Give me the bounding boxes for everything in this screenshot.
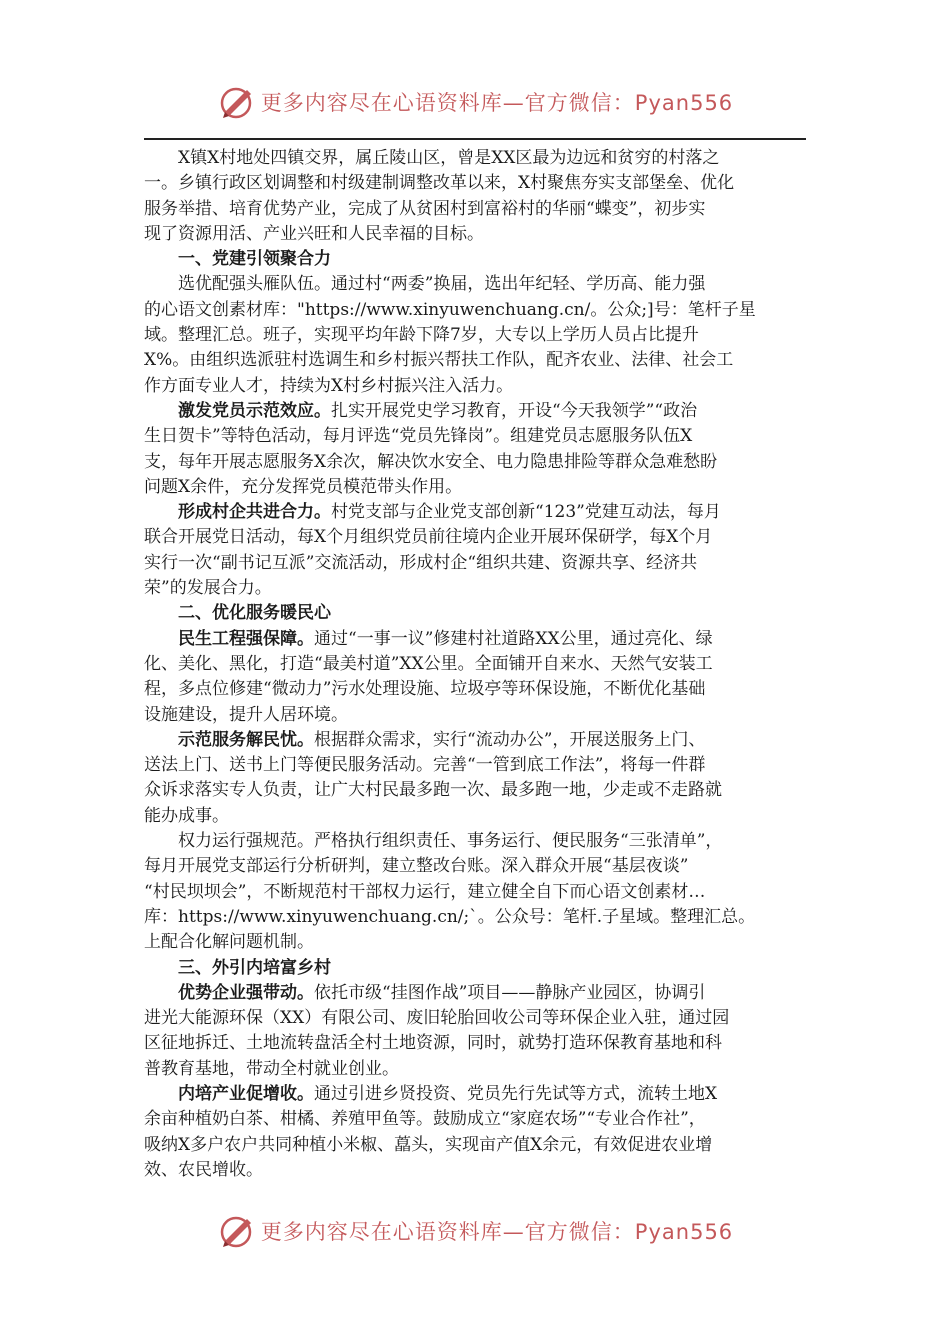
lead-phrase: 民生工程强保障。 [178,628,314,649]
paragraph-4: 民生工程强保障。通过“一事一议”修建村社道路XX公里，通过亮化、绿 化、美化、黑化，打造“最美村道”XX公里。全面铺开自来水、天然气安装工 程，多点位修建“微动力”污水处理设施、垃圾亭等环保设施，不断优化基础 设施建设，提升人居环境。 [144,628,713,725]
paragraph-7: 优势企业强带动。依托市级“挂图作战”项目——静脉产业园区，协调引 进光大能源环保（XX）有限公司、废旧轮胎回收公司等环保企业入驻，通过园 区征地拆迁、土地流转盘活全村土地资源，同时，就势打造环保教育基地和科 普教育基地，带动全村就业创业。 [144,982,730,1079]
intro-paragraph: X镇X村地处四镇交界，属丘陵山区，曾是XX区最为边远和贫穷的村落之 一。乡镇行政区划调整和村级建制调整改革以来，X村聚焦夯实支部堡垒、优化 服务举措、培育优势产业，完成了从贫困村到富裕村的华丽“蝶变”，初步实 现了资源用活、产业兴旺和人民幸福的目标。 [144,148,735,244]
section-heading-1: 一、党建引领聚合力 [178,249,331,270]
pen-logo-icon [217,1211,257,1251]
pen-logo-icon [217,82,257,122]
header-rule [144,138,806,140]
document-body [144,146,806,1183]
section-heading-2: 二、优化服务暖民心 [178,603,331,624]
paragraph-6: 权力运行强规范。严格执行组织责任、事务运行、便民服务“三张清单”， 每月开展党支部运行分析研判，建立整改台账。深入群众开展“基层夜谈” “村民坝坝会”，不断规范村干部权力运行，建立健全自下而心语文创素材… 库：https://www.xinyuwenchuang.cn/;`。公众号：笔杆.子星域。整理汇总。 上配合化解问题机制。 [144,831,756,953]
section-heading-3: 三、外引内培富乡村 [178,957,331,978]
lead-phrase: 内培产业促增收。 [178,1083,314,1104]
lead-phrase: 激发党员示范效应。 [178,400,331,421]
lead-phrase: 优势企业强带动。 [178,982,314,1003]
header-banner [0,82,950,122]
banner-text: 更多内容尽在心语资料库—官方微信：Pyan556 [260,1220,734,1244]
banner-text: 更多内容尽在心语资料库—官方微信：Pyan556 [260,91,734,115]
paragraph-3: 形成村企共进合力。村党支部与企业党支部创新“123”党建互动法，每月 联合开展党日活动，每X个月组织党员前往境内企业开展环保研学，每X个月 实行一次“副书记互派”交流活动，形成村企“组织共建、资源共享、经济共 荣”的发展合力。 [144,502,721,599]
paragraph-8: 内培产业促增收。通过引进乡贤投资、党员先行先试等方式，流转土地X 余亩种植奶白茶、柑橘、养殖甲鱼等。鼓励成立“家庭农场”“专业合作社”， 吸纳X多户农户共同种植小米椒、藠头，实现亩产值X余元，有效促进农业增 效、农民增收。 [144,1083,718,1180]
lead-phrase: 形成村企共进合力。 [178,502,331,523]
paragraph-1: 选优配强头雁队伍。通过村“两委”换届，选出年纪轻、学历高、能力强 的心语文创素材库："https://www.xinyuwenchuang.cn/。公众;]号：笔杆子星 域。整理汇总。班子，实现平均年龄下降7岁，大专以上学历人员占比提升 X%。由组织选派驻村选调生和乡村振兴帮扶工作队，配齐农业、法律、社会工 作方面专业人才，持续为X村乡村振兴注入活力。 [144,274,756,396]
footer-banner [0,1211,950,1251]
lead-phrase: 示范服务解民忧。 [178,729,314,750]
paragraph-2: 激发党员示范效应。扎实开展党史学习教育，开设“今天我领学”“政治 生日贺卡”等特色活动，每月评选“党员先锋岗”。组建党员志愿服务队伍X 支，每年开展志愿服务X余次，解决饮水安全、电力隐患排险等群众急难愁盼 问题X余件，充分发挥党员模范带头作用。 [144,400,718,497]
paragraph-5: 示范服务解民忧。根据群众需求，实行“流动办公”，开展送服务上门、 送法上门、送书上门等便民服务活动。完善“一管到底工作法”，将每一件群 众诉求落实专人负责，让广大村民最多跑一次、最多跑一地，少走或不走路就 能办成事。 [144,729,722,826]
